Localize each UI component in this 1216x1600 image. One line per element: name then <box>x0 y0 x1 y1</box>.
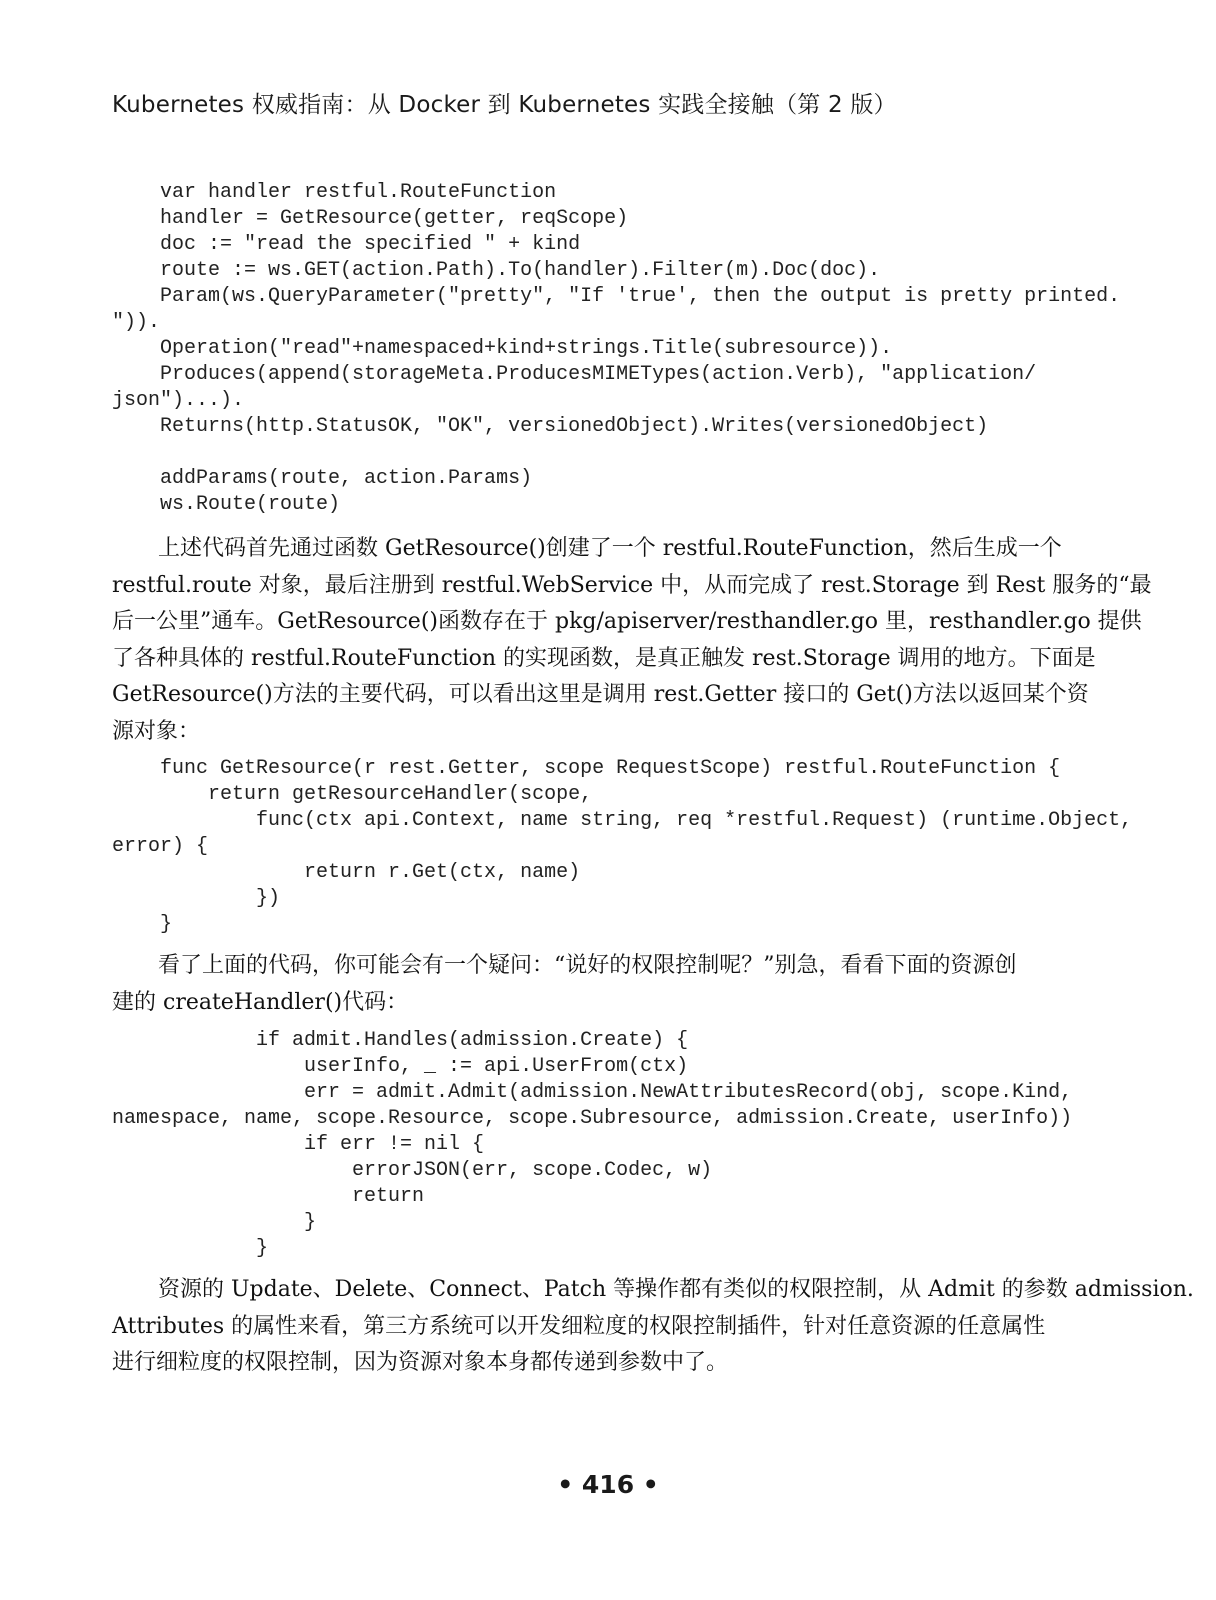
paragraph-line: 进行细粒度的权限控制，因为资源对象本身都传递到参数中了。 <box>112 1350 729 1375</box>
paragraph-line: GetResource()方法的主要代码，可以看出这里是调用 rest.Getter 接口的 Get()方法以返回某个资 <box>112 682 1089 707</box>
code-block-create-handler: if admit.Handles(admission.Create) { userInfo, _ := api.UserFrom(ctx) err = admit.Admit(admission.NewAttributesRecord(obj, scope.Kind, namespace, name, scope.Resource, scope.Subresource, admission.Create, userInfo)) if err != nil { errorJSON(err, scope.Codec, w) return } } <box>112 1029 1073 1260</box>
paragraph-getresource-explanation <box>112 531 1152 750</box>
paragraph-admission-control <box>112 1272 1194 1382</box>
paragraph-line: 后一公里”通车。GetResource()函数存在于 pkg/apiserver/resthandler.go 里，resthandler.go 提供 <box>112 609 1142 634</box>
paragraph-line: 看了上面的代码，你可能会有一个疑问：“说好的权限控制呢？”别急，看看下面的资源创 <box>158 953 1017 978</box>
page-number: • 416 • <box>557 1470 659 1499</box>
code-block-route-setup: var handler restful.RouteFunction handler = GetResource(getter, reqScope) doc := "read the specified " + kind route := ws.GET(action.Path).To(handler).Filter(m).Doc(doc). Param(ws.QueryParameter("pretty", "If 'true', then the output is pretty printed. ")). Operation("read"+namespaced+kind+strings.Title(subresource)). Produces(append(storageMeta.ProducesMIMETypes(action.Verb), "application/ json")...). Returns(http.StatusOK, "OK", versionedObject).Writes(versionedObject) addParams(route, action.Params) ws.Route(route) <box>112 181 1121 516</box>
paragraph-line: 资源的 Update、Delete、Connect、Patch 等操作都有类似的权限控制，从 Admit 的参数 admission. <box>158 1277 1194 1302</box>
paragraph-line: 上述代码首先通过函数 GetResource()创建了一个 restful.RouteFunction，然后生成一个 <box>158 536 1062 561</box>
paragraph-line: 了各种具体的 restful.RouteFunction 的实现函数，是真正触发 rest.Storage 调用的地方。下面是 <box>112 645 1096 671</box>
paragraph-permission-question <box>112 948 1082 1021</box>
code-block-getresource: func GetResource(r rest.Getter, scope RequestScope) restful.RouteFunction { return getResourceHandler(scope, func(ctx api.Context, name string, req *restful.Request) (runtime.Object, error) { return r.Get(ctx, name) }) } <box>112 757 1133 936</box>
paragraph-line: Attributes 的属性来看，第三方系统可以开发细粒度的权限控制插件，针对任意资源的任意属性 <box>112 1313 1046 1339</box>
paragraph-line: restful.route 对象，最后注册到 restful.WebService 中，从而完成了 rest.Storage 到 Rest 服务的“最 <box>112 572 1152 598</box>
paragraph-line: 建的 createHandler()代码： <box>112 989 409 1015</box>
running-header: Kubernetes 权威指南：从 Docker 到 Kubernetes 实践全接触（第 2 版） <box>112 92 897 118</box>
paragraph-line: 源对象： <box>112 718 201 744</box>
